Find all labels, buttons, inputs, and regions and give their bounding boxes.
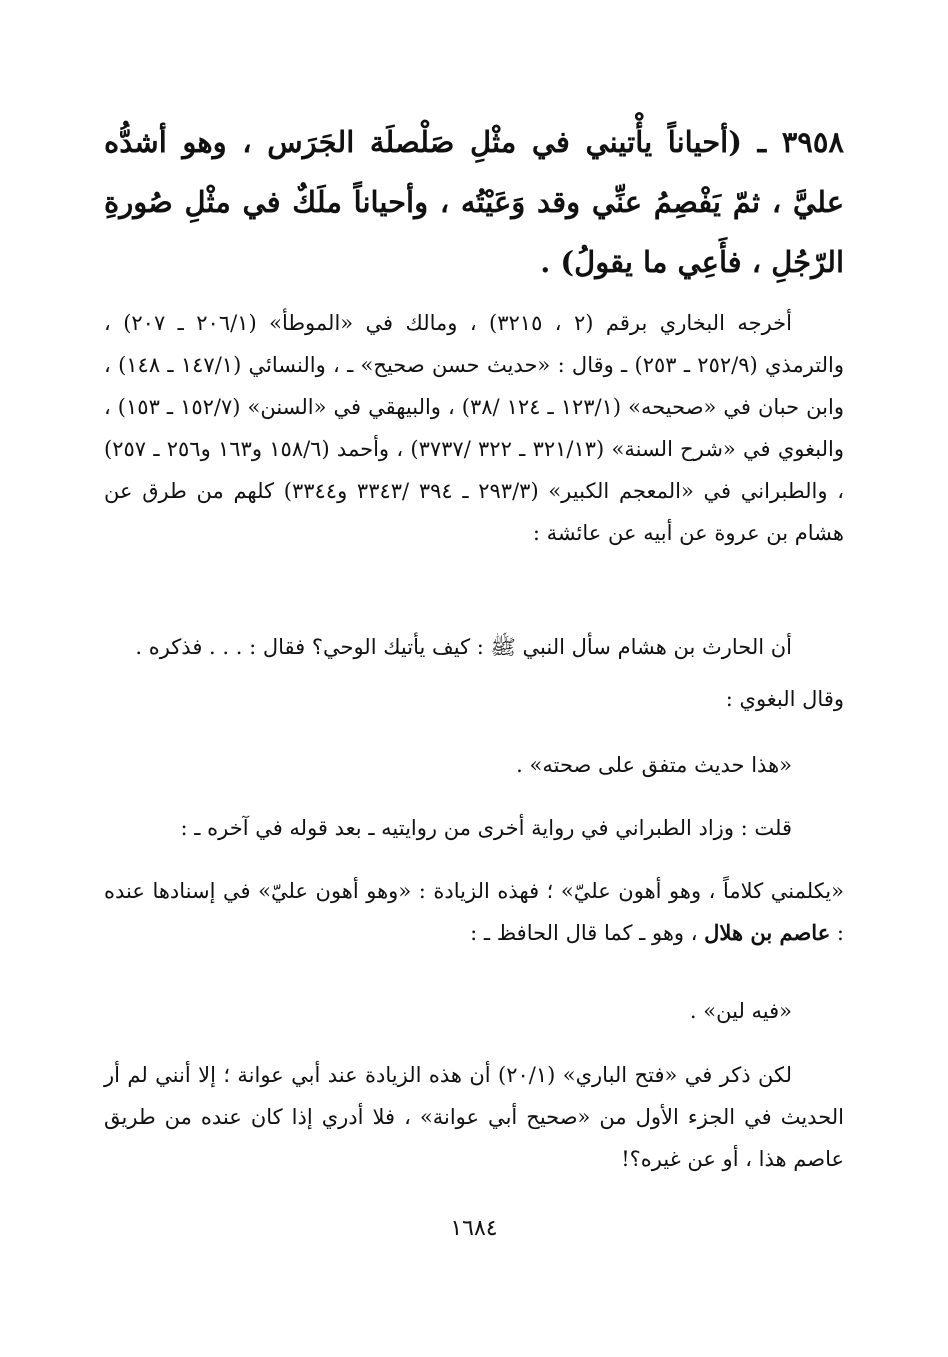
conclusion-paragraph: لكن ذكر في «فتح الباري» (٢٠/١) أن هذه الزيادة عند أبي عوانة ؛ إلا أنني لم أر الحديث في الجزء الأول من «صحيح أبي عوانة» ، فلا أدري إذا كان عنده من طريق عاصم هذا ، أو عن غيره؟! [104,1063,844,1171]
quote-baghawi: «هذا حديث متفق على صحته» . [516,753,792,777]
addition-text-1: «يكلمني كلاماً ، وهو أهون عليّ» ؛ فهذه الزيادة : «وهو أهون عليّ» في إسنادها عنده : [104,879,844,945]
hadith-text: ٣٩٥٨ ـ (أحياناً يأْتيني في مثْلِ صَلْصلَة الجَرَس ، وهو أشدُّه عليَّ ، ثمّ يَفْصِمُ عنِّي وقد وَعَيْتُه ، وأحياناً ملَكٌ في مثْلِ صُورةِ الرّجُلِ ، فأَعِي ما يقولُ) . [104,125,844,279]
quote-hafiz: «فيه لين» . [689,999,792,1023]
takhrij-paragraph: أخرجه البخاري برقم (٢ ، ٣٢١٥) ، ومالك في «الموطأ» (٢٠٦/١ ـ ٢٠٧) ، والترمذي (٢٥٢/٩ ـ ٢٥٣) ـ وقال : «حديث حسن صحيح» ـ ، والنسائي (١٤٧/١ ـ ١٤٨) ، وابن حبان في «صحيحه» (١٢٣/١ ـ ١٢٤ /٣٨) ، والبيهقي في «السنن» (١٥٢/٧ ـ ١٥٣) ، والبغوي في «شرح السنة» (٣٢١/١٣ ـ ٣٢٢ /٣٧٣٧) ، وأحمد (١٥٨/٦ و١٦٣ و٢٥٦ ـ ٢٥٧) ، والطبراني في «المعجم الكبير» (٢٩٣/٣ ـ ٣٩٤ /٣٣٤٣ و٣٣٤٤) كلهم من طرق عن هشام بن عروة عن أبيه عن عائشة : [104,311,844,545]
page-number: ١٦٨٤ [450,1216,498,1241]
narrator-name: عاصم بن هلال [704,920,831,945]
addition-text-2: ، وهو ـ كما قال الحافظ ـ : [470,921,705,945]
addition-paragraph [104,870,844,954]
narration-intro: وقال البغوي : [725,687,844,711]
author-note: قلت : وزاد الطبراني في رواية أخرى من روايتيه ـ بعد قوله في آخره ـ : [180,816,792,840]
narration-line: أن الحارث بن هشام سأل النبي ﷺ : كيف يأتيك الوحي؟ فقال : . . . فذكره . [135,635,792,659]
